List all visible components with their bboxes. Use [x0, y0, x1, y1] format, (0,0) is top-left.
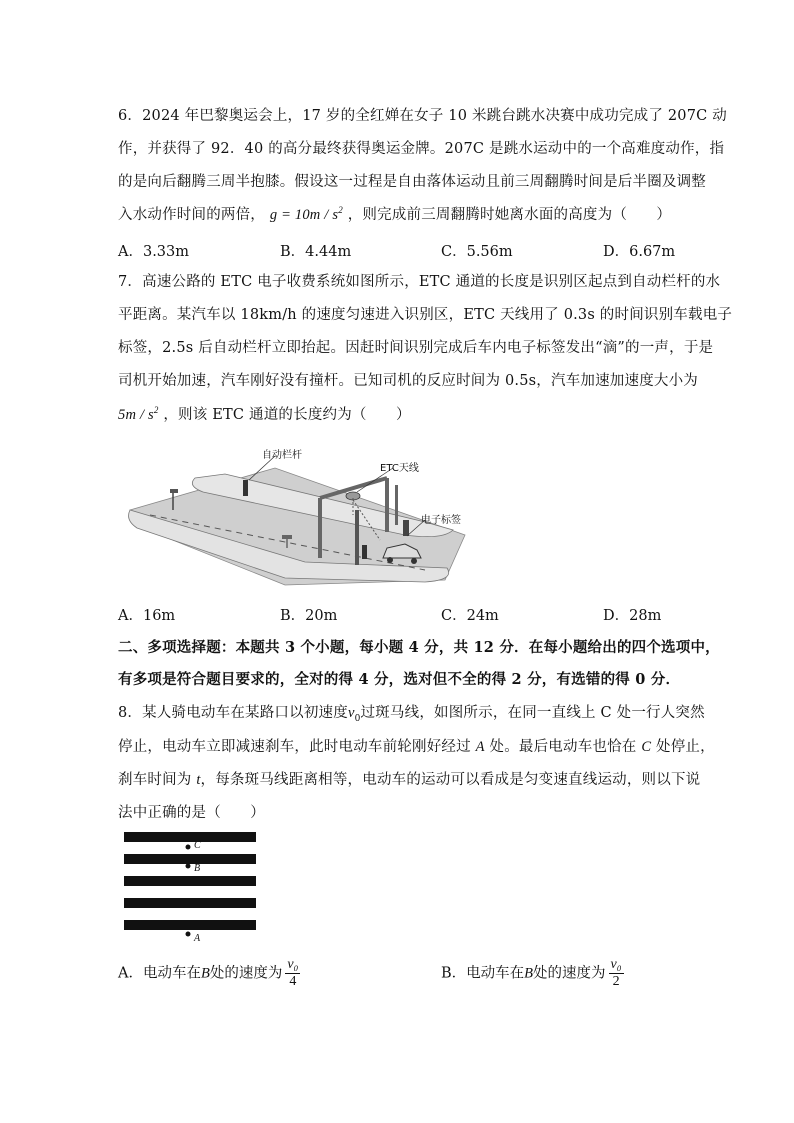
label-point-b: B	[194, 863, 201, 874]
q6-gravity-value: $g = 10m / s^2$	[269, 205, 343, 223]
q6-option-b: B．4.44m	[280, 244, 352, 260]
q7-line-2: 平距离。某汽车以 18km/h 的速度匀速进入识别区，ETC 天线用了 0.3s 的时间识别车载电子	[118, 307, 733, 323]
q8-line-3: 刹车时间为 t，每条斑马线距离相等，电动车的运动可以看成是匀变速直线运动，则以下说	[118, 772, 701, 788]
label-electronic-tag: 电子标签	[421, 515, 461, 526]
q8-option-b: B．电动车在B处的速度为 $\frac{\text{v₀}}{2}$	[441, 957, 622, 989]
q7-line-5	[118, 403, 411, 424]
zebra-stripe	[124, 876, 256, 886]
zebra-stripe	[124, 898, 256, 908]
label-barrier: 自动栏杆	[262, 450, 302, 461]
q7-option-d: D．28m	[603, 608, 662, 624]
zebra-stripe	[124, 854, 256, 864]
fraction-v0-over-2: $\frac{\text{v₀}}{2}$	[610, 957, 622, 989]
zebra-stripe	[124, 920, 256, 930]
point-b	[186, 864, 191, 869]
q6-option-c: C．5.56m	[441, 244, 513, 260]
q8-line-1: 8．某人骑电动车在某路口以初速度$v_0$过斑马线，如图所示，在同一直线上 C 处一行人突然	[118, 705, 705, 724]
q6-line-3: 的是向后翻腾三周半抱膝。假设这一过程是自由落体运动且前三周翻腾时间是后半圈及调整	[118, 174, 706, 190]
q6-line-1: 6．2024 年巴黎奥运会上，17 岁的全红婵在女子 10 米跳台跳水决赛中成功完成了 207C 动	[118, 108, 727, 124]
zebra-stripe	[124, 832, 256, 842]
q8-option-a: A．电动车在B处的速度为 $\frac{\text{v₀}}{4}$	[118, 957, 299, 989]
q7-line-1: 7．高速公路的 ETC 电子收费系统如图所示，ETC 通道的长度是识别区起点到自动栏杆的水	[118, 274, 721, 290]
q6-line-4-start: 入水动作时间的两倍，	[118, 207, 265, 223]
point-a	[186, 932, 191, 937]
label-point-a: A	[194, 933, 201, 944]
zebra-crossing-diagram	[124, 830, 258, 950]
q6-line-4	[118, 203, 671, 224]
q8-line-4: 法中正确的是（ ）	[118, 805, 265, 821]
point-c	[186, 845, 191, 850]
q6-option-d: D．6.67m	[603, 244, 676, 260]
q6-option-a: A．3.33m	[118, 244, 190, 260]
label-etc-antenna: ETC天线	[380, 463, 419, 474]
q7-line-3: 标签，2.5s 后自动栏杆立即抬起。因赶时间识别完成后车内电子标签发出“滴”的一声，于是	[118, 340, 714, 356]
q7-acceleration-value: $5m / s^2$	[118, 405, 159, 423]
fraction-v0-over-4: $\frac{\text{v₀}}{4}$	[287, 957, 299, 989]
section2-heading-line-2: 有多项是符合题目要求的，全对的得 4 分，选对但不全的得 2 分，有选错的得 0 分．	[118, 671, 681, 688]
q8-line-2: 停止，电动车立即减速刹车，此时电动车前轮刚好经过 A 处。最后电动车也恰在 C 处停止，	[118, 739, 715, 755]
q6-line-2: 作，并获得了 92．40 的高分最终获得奥运金牌。207C 是跳水运动中的一个高难度动作，指	[118, 141, 725, 157]
q7-line-5-text: ，则该 ETC 通道的长度约为（ ）	[163, 407, 411, 423]
section2-heading-line-1: 二、多项选择题：本题共 3 个小题，每小题 4 分，共 12 分．在每小题给出的四个选项中，	[118, 639, 720, 656]
q6-line-4-end: ，则完成前三周翻腾时她离水面的高度为（ ）	[347, 207, 672, 223]
q7-option-c: C．24m	[441, 608, 499, 624]
q7-option-b: B．20m	[280, 608, 338, 624]
q7-option-a: A．16m	[118, 608, 176, 624]
label-point-c: C	[194, 840, 201, 851]
q7-line-4: 司机开始加速，汽车刚好没有撞杆。已知司机的反应时间为 0.5s，汽车加速加速度大小为	[118, 373, 699, 389]
